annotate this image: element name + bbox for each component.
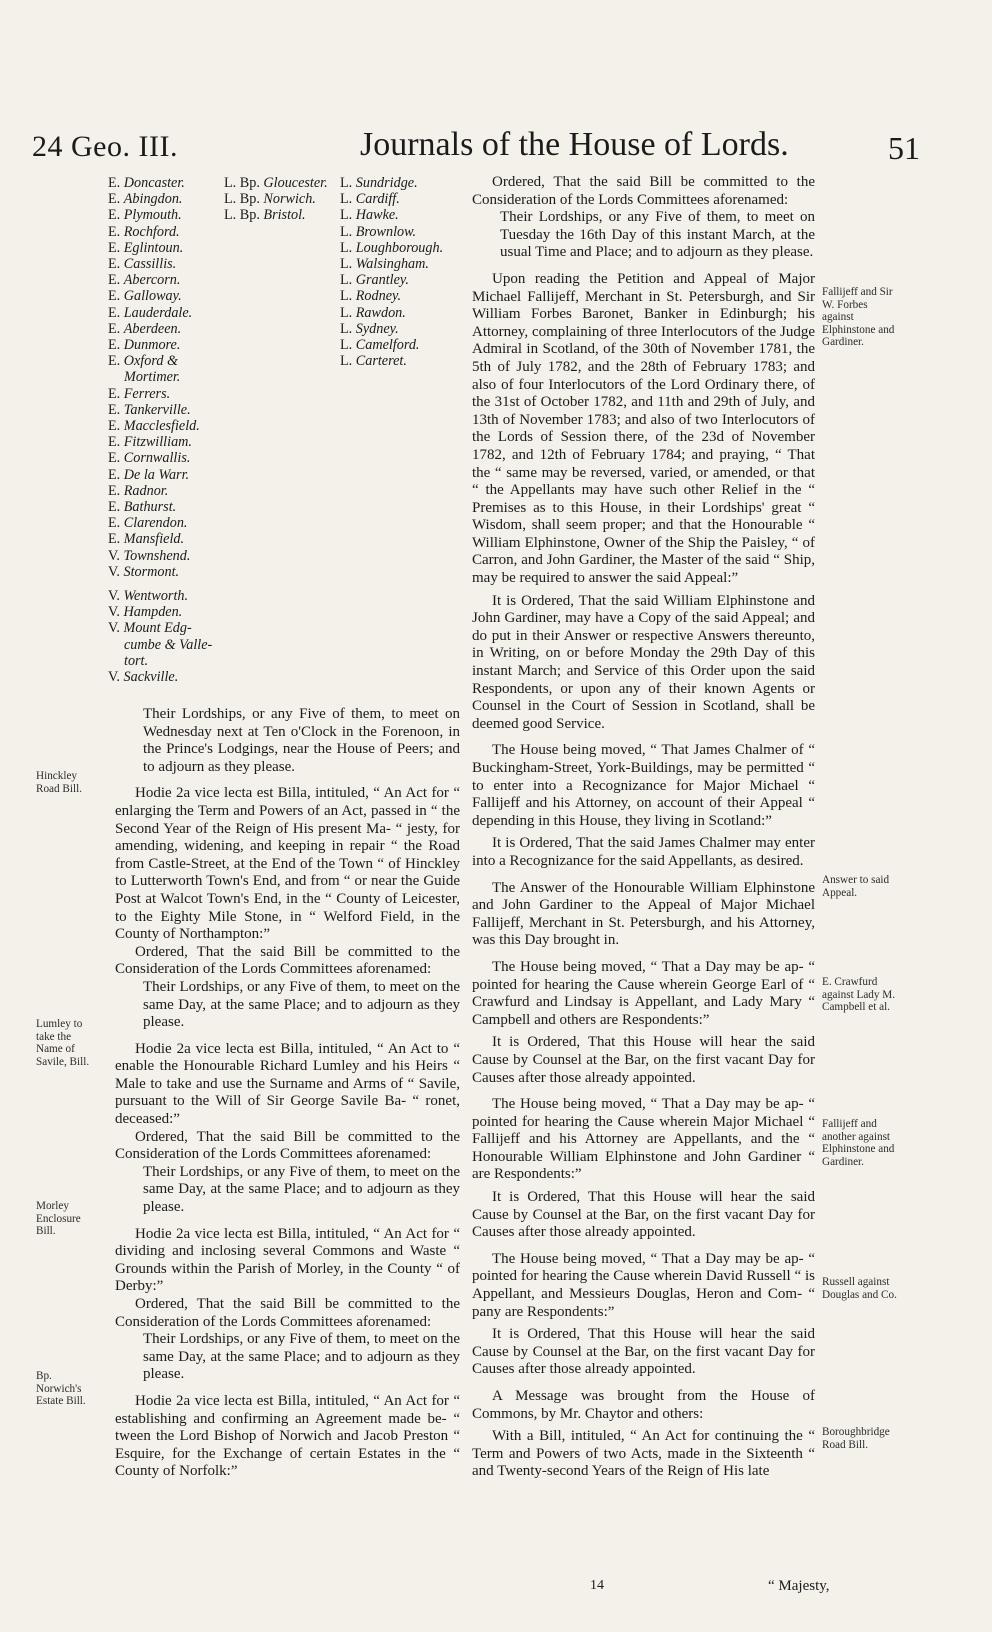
paragraph: Ordered, That the said Bill be committed to the Consideration of the Lords Committees aforenamed:: [115, 1128, 460, 1163]
peer-title: Abingdon.: [123, 191, 183, 208]
peer-title: Bristol.: [263, 207, 306, 224]
paragraph: Ordered, That the said Bill be committed to the Consideration of the Lords Committees aforenamed:: [115, 943, 460, 978]
peer-title: Walsingham.: [355, 256, 429, 273]
peer-name: E. Tankerville.: [108, 401, 191, 418]
peer-title: Townshend.: [123, 547, 191, 564]
paragraph-gap: [472, 871, 815, 880]
peer-title: Macclesfield.: [123, 418, 200, 435]
paragraph: Hodie 2a vice lecta est Billa, intituled, “ An Act to “ enable the Honourable Richard Lumley and his Heirs “ Male to take and use the Surname and Arms of “ Savile, pursuant to the Will of Sir George Savile Ba- “ ronet, deceased:”: [115, 1040, 460, 1128]
left-column-text: [115, 706, 460, 1481]
right-column-text: [472, 174, 815, 1481]
margin-note-fallijeff2: Fallijeff and another against Elphinstone and Gardiner.: [822, 1118, 895, 1168]
margin-note-boroughbridge: Boroughbridge Road Bill.: [822, 1426, 890, 1451]
peer-name: E. Radnor.: [108, 482, 169, 499]
peer-name: V. Mount Edg-: [108, 620, 192, 637]
peer-title: De la Warr.: [123, 466, 190, 483]
peer-title: Hampden.: [123, 604, 183, 621]
peer-name: V. Hampden.: [108, 604, 183, 621]
peer-name: E. Aberdeen.: [108, 320, 182, 337]
peer-name: L. Bp. Bristol.: [224, 207, 306, 224]
paragraph: Their Lordships, or any Five of them, to meet on Tuesday the 16th Day of this instant March, at the usual Time and Place; and to adjourn as they please.: [500, 209, 815, 261]
peer-name: L. Walsingham.: [340, 256, 429, 273]
peer-title: Mansfield.: [123, 531, 185, 548]
paragraph-gap: [472, 733, 815, 742]
catchword: “ Majesty,: [768, 1578, 830, 1594]
paragraph: It is Ordered, That this House will hear the said Cause by Counsel at the Bar, on the first vacant Day for Causes after those already appointed.: [472, 1326, 815, 1378]
peer-name: E. Ferrers.: [108, 385, 171, 402]
peer-name: V. Wentworth.: [108, 588, 189, 605]
signature-mark: 14: [590, 1578, 604, 1593]
peer-title: Bathurst.: [123, 499, 177, 516]
peer-name: E. Cornwallis.: [108, 450, 191, 467]
peer-name: L. Rodney.: [340, 288, 402, 305]
peer-title: Norwich.: [263, 191, 316, 208]
paragraph: It is Ordered, That this House will hear the said Cause by Counsel at the Bar, on the first vacant Day for Causes after those already appointed.: [472, 1034, 815, 1086]
peer-name: E. Bathurst.: [108, 499, 177, 516]
paragraph: Hodie 2a vice lecta est Billa, intituled, “ An Act for “ enlarging the Term and Powers of an Act, passed in “ the Second Year of the Reign of His present Ma- “ jesty, for amending, widening, and keeping in repair “ the Road from Castle-Street, at the End of the Town “ of Hinckley to Lutterworth Town's End, and from “ or near the Guide Post at Walcot Town's End, in the “ County of Leicester, to the Eighty Mile Stone, in “ Welford Field, in the County of Northampton:”: [115, 785, 460, 943]
peer-title: Aberdeen.: [123, 320, 182, 337]
peer-name: L. Carteret.: [340, 353, 407, 370]
paragraph-gap: [472, 1087, 815, 1096]
peer-name: L. Grantley.: [340, 272, 409, 289]
peer-name: L. Brownlow.: [340, 223, 417, 240]
peer-name: Mortimer.: [124, 369, 181, 386]
paragraph: The House being moved, “ That a Day may be ap- “ pointed for hearing the Cause wherein George Earl of “ Crawfurd and Lindsay is Appellant, and Lady Mary “ Campbell and others are Respondents:”: [472, 958, 815, 1028]
peer-name: cumbe & Valle-: [124, 636, 213, 653]
paragraph: Upon reading the Petition and Appeal of Major Michael Fallijeff, Merchant in St. Petersburgh, and Sir William Forbes Baronet, Banker in Edinburgh; his Attorney, complaining of three Interlocutors of the Judge Admiral in Scotland, of the 30th of November 1781, the 5th of July 1782, and the 28th of February 1783; and also of four Interlocutors of the Lord Ordinary there, of the 31st of October 1782, and 11th and 29th of July, and 13th of November 1783; and also of two Interlocutors of the Lords of Session there, of the 23d of November 1782, and 12th of February 1784; and praying, “ That the “ same may be reversed, varied, or amended, or that “ the Appellants may have such other Relief in the “ Premises as to this House, in their Lordships' great “ Wisdom, shall seem proper; and that the Honourable “ William Elphinstone, Owner of the Ship the Paisley, “ of Carron, and John Gardiner, the Master of the said “ Ship, may be required to answer the said Appeal:”: [472, 270, 815, 587]
peer-name: E. Fitzwilliam.: [108, 434, 192, 451]
peer-name: E. Dunmore.: [108, 337, 181, 354]
peer-list-bishops: [224, 175, 344, 224]
peer-title: Dunmore.: [123, 337, 181, 354]
header-title: Journals of the House of Lords.: [360, 126, 789, 163]
peer-title: Fitzwilliam.: [123, 434, 192, 451]
peer-title: Wentworth.: [123, 588, 189, 605]
peer-name: E. Eglintoun.: [108, 239, 184, 256]
margin-note-lumley: Lumley to take the Name of Savile, Bill.: [36, 1018, 90, 1068]
peer-title: Sundridge.: [355, 175, 418, 191]
peer-name: E. Cassillis.: [108, 256, 177, 273]
peer-title: Hawke.: [355, 207, 399, 224]
peer-title: Galloway.: [123, 288, 182, 305]
peer-title: Sackville.: [123, 669, 179, 686]
peer-name: E. Abingdon.: [108, 191, 183, 208]
peer-title: Loughborough.: [355, 239, 444, 256]
peer-title: Plymouth.: [123, 207, 182, 224]
peer-title: Rawdon.: [355, 304, 406, 321]
peer-name: E. Mansfield.: [108, 531, 185, 548]
paragraph: The House being moved, “ That a Day may be ap- “ pointed for hearing the Cause wherein Major Michael “ Fallijeff and his Attorney are Appellants, and the “ Honourable William Elphinstone and John Gardiner “ are Respondents:”: [472, 1096, 815, 1183]
header-regnal-year: 24 Geo. III.: [32, 130, 178, 163]
peer-name: L. Sydney.: [340, 320, 399, 337]
margin-note-norwich: Bp. Norwich's Estate Bill.: [36, 1370, 86, 1408]
paragraph: It is Ordered, That this House will hear the said Cause by Counsel at the Bar, on the first vacant Day for Causes after those already appointed.: [472, 1189, 815, 1241]
paragraph: The House being moved, “ That a Day may be ap- “ pointed for hearing the Cause wherein David Russell “ is Appellant, and Messieurs Douglas, Heron and Com- “ pany are Respondents:”: [472, 1250, 815, 1320]
paragraph: Ordered, That the said Bill be committed to the Consideration of the Lords Committees aforenamed:: [472, 174, 815, 208]
peer-name: L. Camelford.: [340, 337, 420, 354]
peer-name: L. Sundridge.: [340, 175, 418, 191]
margin-note-morley: Morley Enclosure Bill.: [36, 1200, 81, 1238]
peer-name: L. Loughborough.: [340, 239, 444, 256]
peer-title: Doncaster.: [123, 175, 185, 191]
header-page-number: 51: [888, 130, 920, 166]
paragraph: With a Bill, intituled, “ An Act for continuing the “ Term and Powers of two Acts, made in the Sixteenth “ and Twenty-second Years of the Reign of His late: [472, 1428, 815, 1480]
paragraph: Their Lordships, or any Five of them, to meet on the same Day, at the same Place; and to adjourn as they please.: [143, 1163, 460, 1216]
peer-title: Tankerville.: [123, 401, 191, 418]
peer-name: E. Plymouth.: [108, 207, 182, 224]
peer-title: Sydney.: [355, 320, 399, 337]
paragraph: Their Lordships, or any Five of them, to meet on Wednesday next at Ten o'Clock in the Forenoon, in the Prince's Lodgings, near the House of Peers; and to adjourn as they please.: [143, 706, 460, 775]
peer-name: E. Lauderdale.: [108, 304, 193, 321]
paragraph: Their Lordships, or any Five of them, to meet on the same Day, at the same Place; and to adjourn as they please.: [143, 1331, 460, 1383]
margin-note-fallijeff: Fallijeff and Sir W. Forbes against Elphinstone and Gardiner.: [822, 286, 895, 349]
peer-name: E. Rochford.: [108, 223, 180, 240]
peer-title: Ferrers.: [123, 385, 171, 402]
peer-name: L. Bp. Gloucester.: [224, 175, 328, 191]
margin-note-hinckley: Hinckley Road Bill.: [36, 770, 82, 795]
peer-title: Clarendon.: [123, 515, 188, 532]
paragraph-gap: [472, 950, 815, 959]
paragraph-gap: [472, 262, 815, 271]
peer-title: Rochford.: [123, 223, 180, 240]
peer-name: L. Rawdon.: [340, 304, 406, 321]
paragraph: A Message was brought from the House of Commons, by Mr. Chaytor and others:: [472, 1388, 815, 1422]
paragraph: Hodie 2a vice lecta est Billa, intituled, “ An Act for “ dividing and inclosing several Commons and Waste “ Grounds within the Parish of Morley, in the County “ of Derby:”: [115, 1225, 460, 1295]
peer-title: Abercorn.: [123, 272, 181, 289]
peer-name: tort.: [124, 652, 149, 669]
peer-title: Gloucester.: [263, 175, 328, 191]
margin-note-russell: Russell against Douglas and Co.: [822, 1276, 897, 1301]
peer-title: Brownlow.: [355, 223, 417, 240]
peer-title: Radnor.: [123, 482, 169, 499]
peer-name: E. Clarendon.: [108, 515, 188, 532]
paragraph: It is Ordered, That the said James Chalmer may enter into a Recognizance for the said Appellants, as desired.: [472, 835, 815, 869]
paragraph: The House being moved, “ That James Chalmer of “ Buckingham-Street, York-Buildings, may be permitted “ to enter into a Recognizance for Major Michael “ Fallijeff and his Attorney, on account of their Appeal “ depending in this House, they living in Scotland:”: [472, 742, 815, 829]
peer-name: E. Doncaster.: [108, 175, 185, 191]
peer-name: L. Cardiff.: [340, 191, 400, 208]
peer-title: Eglintoun.: [123, 239, 184, 256]
peer-name: V. Sackville.: [108, 669, 179, 686]
peer-name: E. De la Warr.: [108, 466, 190, 483]
peer-name: V. Stormont.: [108, 563, 180, 580]
paragraph-gap: [115, 1384, 460, 1393]
peer-name: V. Townshend.: [108, 547, 191, 564]
peer-name: L. Bp. Norwich.: [224, 191, 316, 208]
peer-title: Oxford &: [123, 353, 179, 370]
peer-title: Cornwallis.: [123, 450, 191, 467]
paragraph: Ordered, That the said Bill be committed to the Consideration of the Lords Committees aforenamed:: [115, 1296, 460, 1330]
peer-name: E. Oxford &: [108, 353, 179, 370]
peer-name: L. Hawke.: [340, 207, 399, 224]
peer-title: Mount Edg-: [123, 620, 192, 637]
peer-title: Cardiff.: [355, 191, 400, 208]
paragraph: It is Ordered, That the said William Elphinstone and John Gardiner, may have a Copy of the said Appeal; and do put in their Answer or respective Answers thereunto, in Writing, on or before Monday the 29th Day of this instant March; and Service of this Order upon the said Respondents, or upon any of their known Agents or Counsel in the Court of Session in Scotland, shall be deemed good Service.: [472, 592, 815, 732]
paragraph-gap: [472, 1379, 815, 1388]
peer-name: E. Galloway.: [108, 288, 182, 305]
paragraph: The Answer of the Honourable William Elphinstone and John Gardiner to the Appeal of Major Michael Fallijeff, Merchant in St. Petersburgh, and his Attorney, was this Day brought in.: [472, 879, 815, 949]
peer-title: Camelford.: [355, 337, 420, 354]
margin-note-crawfurd: E. Crawfurd against Lady M. Campbell et al.: [822, 976, 896, 1014]
peer-title: Cassillis.: [123, 256, 177, 273]
paragraph-gap: [115, 776, 460, 785]
paragraph-gap: [472, 1242, 815, 1251]
peer-list-earls-viscounts: [108, 175, 228, 685]
margin-note-answer: Answer to said Appeal.: [822, 874, 890, 899]
peer-title: Lauderdale.: [123, 304, 193, 321]
paragraph: Hodie 2a vice lecta est Billa, intituled, “ An Act for “ establishing and confirming an Agreement made be- “ tween the Lord Bishop of Norwich and Jacob Preston “ Esquire, for the Exchange of certain Estates in the “ County of Norfolk:”: [115, 1392, 460, 1480]
peer-spacer: [108, 580, 228, 588]
peer-title: Carteret.: [355, 353, 407, 370]
peer-title: Stormont.: [123, 563, 180, 580]
peer-name: E. Abercorn.: [108, 272, 181, 289]
peer-title: Grantley.: [355, 272, 409, 289]
peer-list-barons: [340, 175, 460, 369]
paragraph: Their Lordships, or any Five of them, to meet on the same Day, at the same Place; and to adjourn as they please.: [143, 978, 460, 1031]
peer-name: E. Macclesfield.: [108, 418, 200, 435]
peer-title: Rodney.: [355, 288, 402, 305]
paragraph-gap: [115, 1032, 460, 1041]
paragraph-gap: [115, 1217, 460, 1226]
